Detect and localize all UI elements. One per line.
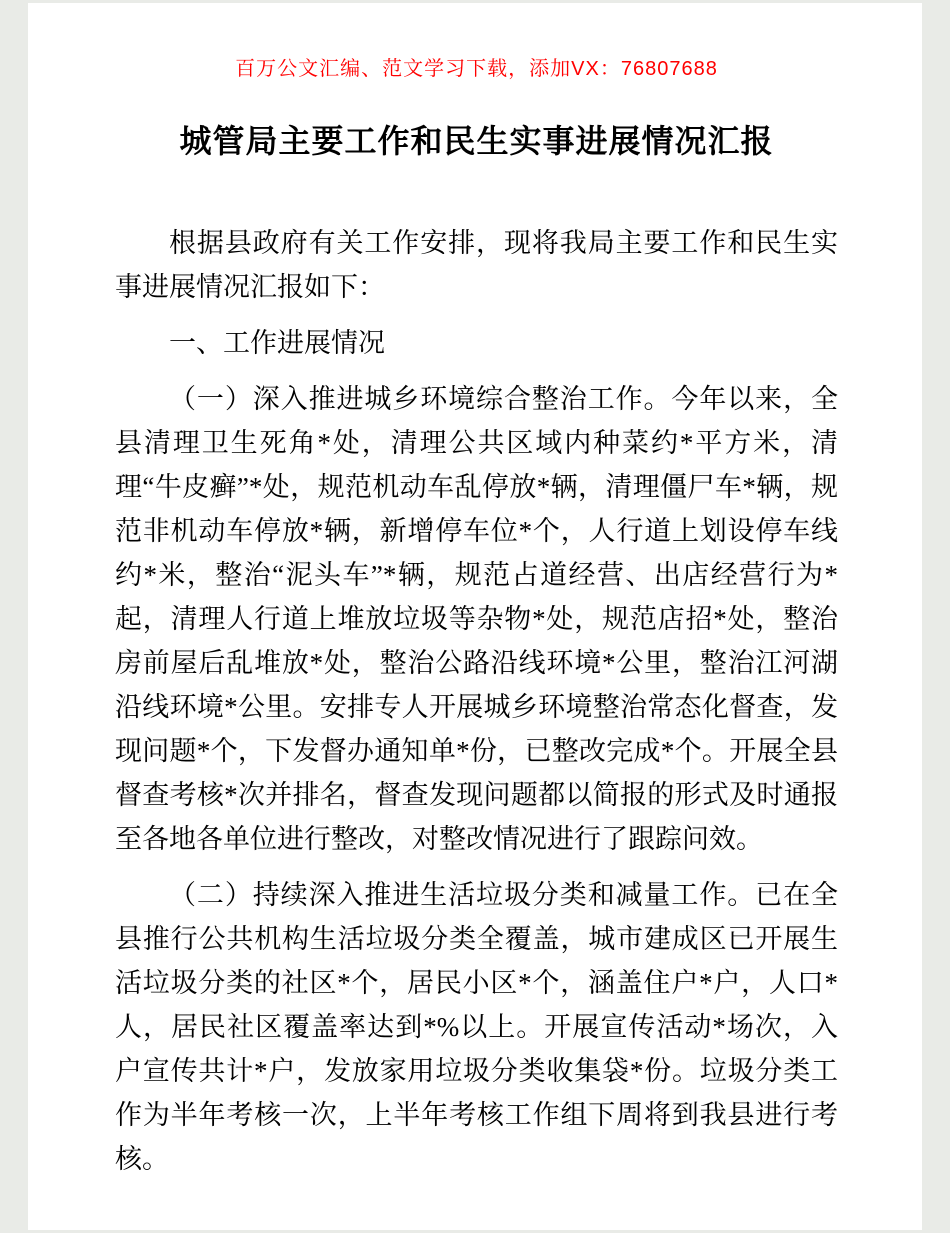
- section-heading-progress: 一、工作进展情况: [169, 328, 385, 358]
- paragraph-item-1-environment: （一）深入推进城乡环境综合整治工作。今年以来，全县清理卫生死角*处，清理公共区域内种菜约*平方米，清理“牛皮癣”*处，规范机动车乱停放*辆，清理僵尸车*辆，规范非机动车停放*辆，新增停车位*个，人行道上划设停车线约*米，整治“泥头车”*辆，规范占道经营、出店经营行为*起，清理人行道上堆放垃圾等杂物*处，规范店招*处，整治房前屋后乱堆放*处，整治公路沿线环境*公里，整治江河湖沿线环境*公里。安排专人开展城乡环境整治常态化督查，发现问题*个，下发督办通知单*份，已整改完成*个。开展全县督查考核*次并排名，督查发现问题都以简报的形式及时通报至各地各单位进行整改，对整改情况进行了跟踪问效。: [115, 384, 838, 854]
- paragraph-item-2-waste-sorting: （二）持续深入推进生活垃圾分类和减量工作。已在全县推行公共机构生活垃圾分类全覆盖，城市建成区已开展生活垃圾分类的社区*个，居民小区*个，涵盖住户*户，人口*人，居民社区覆盖率达到*%以上。开展宣传活动*场次，入户宣传共计*户，发放家用垃圾分类收集袋*份。垃圾分类工作为半年考核一次，上半年考核工作组下周将到我县进行考核。: [115, 880, 838, 1174]
- document-body: [115, 221, 838, 1181]
- watermark-notice: 百万公文汇编、范文学习下载，添加VX：76807688: [235, 58, 718, 80]
- document-page: [28, 3, 922, 1230]
- paragraph-intro: 根据县政府有关工作安排，现将我局主要工作和民生实事进展情况汇报如下：: [115, 228, 838, 302]
- document-title: 城管局主要工作和民生实事进展情况汇报: [179, 123, 774, 159]
